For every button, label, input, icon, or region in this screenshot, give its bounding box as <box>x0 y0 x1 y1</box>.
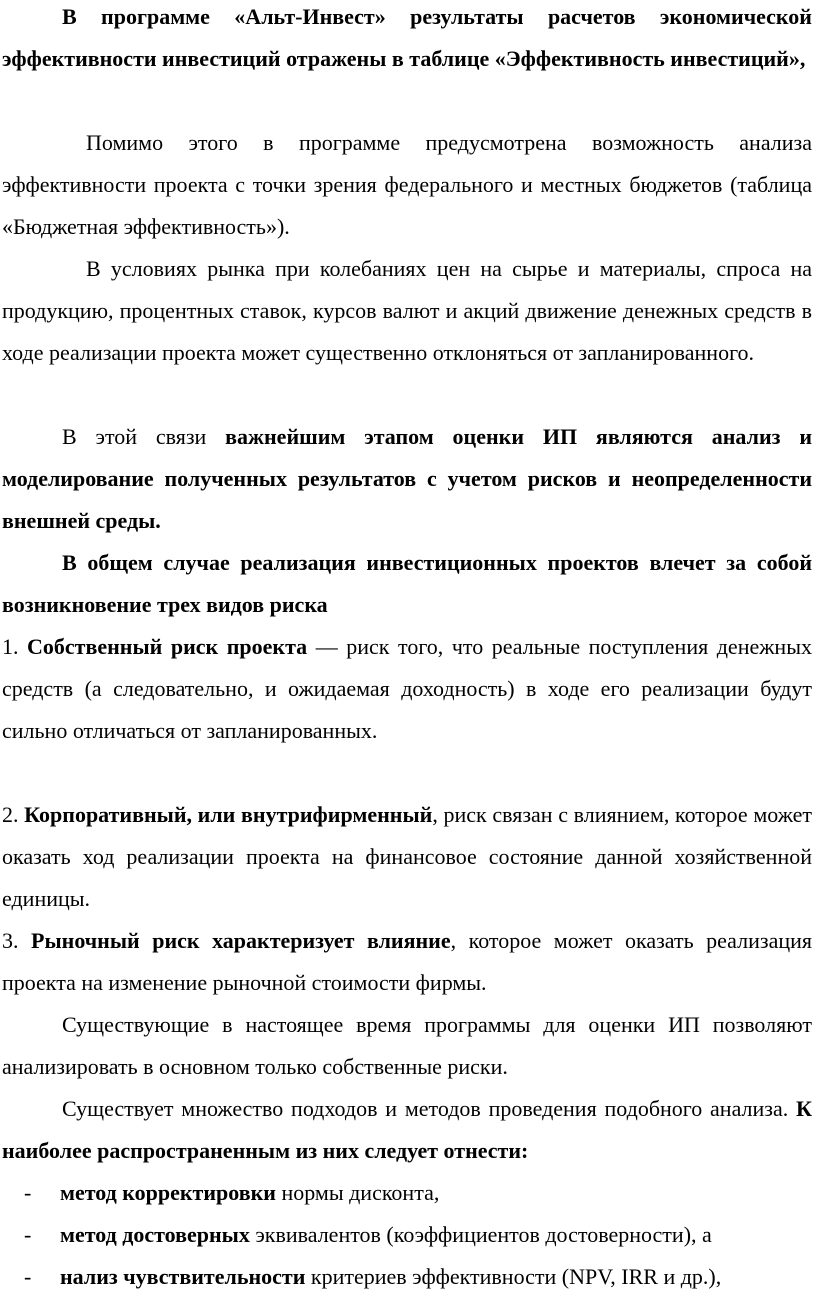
list-item-text: , риск связан с влиянием, которое может оказать ход реализации проекта на финансовое состояние данной хозяйственной единицы. <box>2 802 812 911</box>
paragraph-existing-programs <box>2 1004 812 1088</box>
paragraph-bold-text: К наиболее распространенным из них следует отнести: <box>2 1096 812 1163</box>
list-item-text: , которое может оказать реализация проекта на изменение рыночной стоимости фирмы. <box>2 928 813 995</box>
paragraph-bold-text: В программе «Альт-Инвест» результаты расчетов экономической эффективности инвестиций отражены в таблице «Эффективность инвестиций», <box>2 4 812 71</box>
list-item-text: эквивалентов (коэффициентов достоверности), а <box>249 1222 712 1247</box>
list-item-method <box>2 1172 812 1214</box>
list-item-number: 3. <box>2 928 32 953</box>
paragraph-three-risk-types <box>2 542 812 626</box>
paragraph-market-conditions <box>2 248 812 374</box>
list-item-own-project-risk <box>2 626 812 752</box>
list-dash: - <box>24 1264 32 1289</box>
list-dash: - <box>24 1180 32 1205</box>
list-item-bold-term: Собственный риск проекта <box>27 634 308 659</box>
list-item-method <box>2 1256 812 1298</box>
list-item-number: 1. <box>2 634 28 659</box>
list-item-number: 2. <box>2 802 25 827</box>
paragraph-budget-efficiency <box>2 122 812 248</box>
list-dash: - <box>24 1222 32 1247</box>
paragraph-text: Помимо этого в программе предусмотрена возможность анализа эффективности проекта с точки зрения федерального и местных бюджетов (таблица «Бюджетная эффективность»). <box>2 130 812 239</box>
list-item-bold-term: Рыночный риск характеризует влияние <box>31 928 451 953</box>
paragraph-analysis-methods <box>2 1088 812 1172</box>
list-item-market-risk <box>2 920 812 1004</box>
paragraph-text: В условиях рынка при колебаниях цен на сырье и материалы, спроса на продукцию, процентных ставок, курсов валют и акций движение денежных средств в ходе реализации проекта может существенно отклоняться от запланированного. <box>2 256 812 365</box>
list-item-text: — риск того, что реальные поступления денежных средств (а следовательно, и ожидаемая доходность) в ходе его реализации будут сильно отличаться от запланированных. <box>2 634 812 743</box>
list-item-bold-term: метод корректировки <box>60 1180 276 1205</box>
list-item-text: критериев эффективности (NPV, IRR и др.), <box>305 1264 722 1289</box>
list-item-bold-term: метод достоверных <box>60 1222 250 1247</box>
paragraph-prefix-text: В этой связи <box>62 424 226 449</box>
list-item-bold-term: нализ чувствительности <box>60 1264 306 1289</box>
list-item-method <box>2 1214 812 1256</box>
paragraph-alt-invest-results <box>2 0 812 80</box>
paragraph-bold-text: В общем случае реализация инвестиционных проектов влечет за собой возникновение трех видов риска <box>2 550 812 617</box>
list-item-bold-term: Корпоративный, или внутрифирменный <box>24 802 433 827</box>
paragraph-text: Существующие в настоящее время программы для оценки ИП позволяют анализировать в основном только собственные риски. <box>2 1012 812 1079</box>
paragraph-risk-analysis-stage <box>2 416 812 542</box>
list-item-text: нормы дисконта, <box>275 1180 440 1205</box>
paragraph-bold-text: важнейшим этапом оценки ИП являются анализ и моделирование полученных результатов с учетом рисков и неопределенности внешней среды. <box>2 424 812 533</box>
list-item-corporate-risk <box>2 794 812 920</box>
paragraph-text: Существует множество подходов и методов проведения подобного анализа. <box>62 1096 797 1121</box>
